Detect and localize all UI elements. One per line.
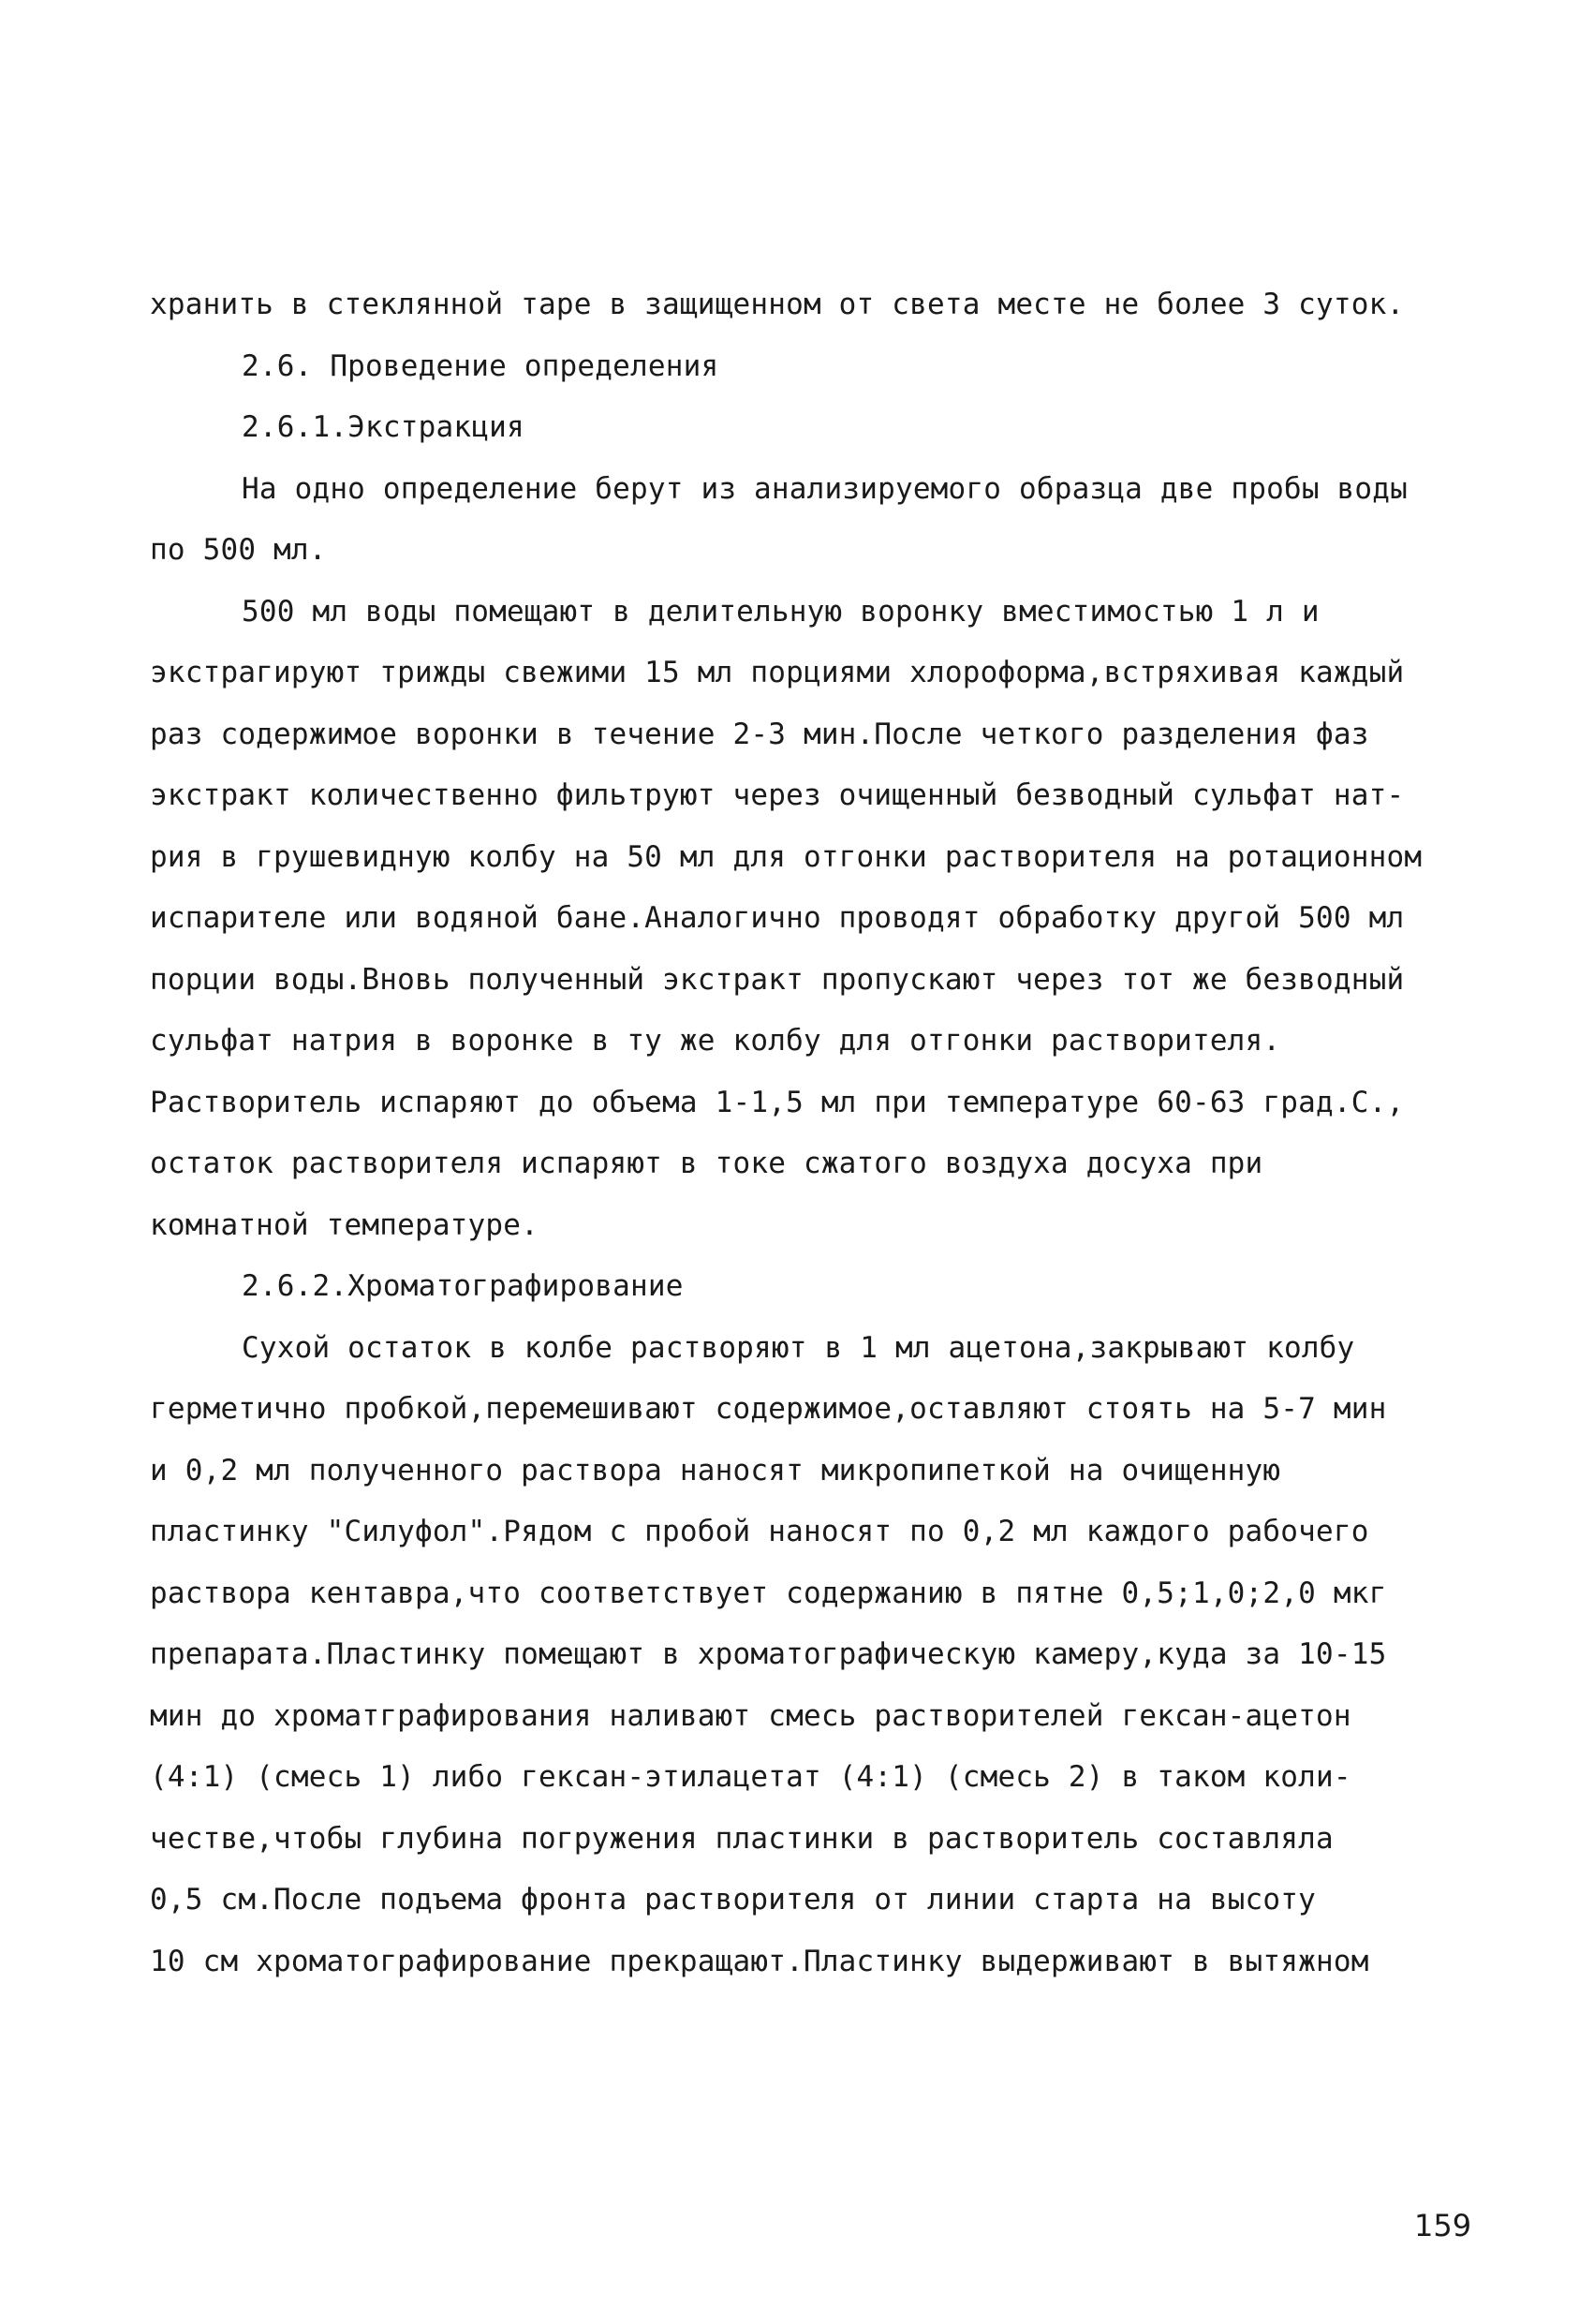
text-line: и 0,2 мл полученного раствора наносят микропипеткой на очищенную <box>150 1454 1281 1488</box>
text-line: 10 см хроматографирование прекращают.Пластинку выдерживают в вытяжном <box>150 1945 1369 1978</box>
text-line: герметично пробкой,перемешивают содержимое,оставляют стоять на 5-7 мин <box>150 1392 1387 1426</box>
text-line: по 500 мл. <box>150 533 327 567</box>
text-line: комнатной температуре. <box>150 1208 539 1242</box>
text-line: мин до хроматграфирования наливают смесь растворителей гексан-ацетон <box>150 1699 1351 1733</box>
text-line: хранить в стеклянной таре в защищенном от света месте не более 3 суток. <box>150 288 1405 321</box>
text-line: раствора кентавра,что соответствует содержанию в пятне 0,5;1,0;2,0 мкг <box>150 1576 1387 1610</box>
text-line: (4:1) (смесь 1) либо гексан-этилацетат (4:1) (смесь 2) в таком коли- <box>150 1760 1351 1794</box>
page-number: 159 <box>1414 2208 1472 2243</box>
text-line: сульфат натрия в воронке в ту же колбу для отгонки растворителя. <box>150 1024 1281 1058</box>
text-line: честве,чтобы глубина погружения пластинки в растворитель составляла <box>150 1822 1334 1856</box>
text-line: Растворитель испаряют до объема 1-1,5 мл при температуре 60-63 град.С., <box>150 1086 1405 1119</box>
text-line: испарителе или водяной бане.Аналогично проводят обработку другой 500 мл <box>150 901 1405 935</box>
text-line: рия в грушевидную колбу на 50 мл для отгонки растворителя на ротационном <box>150 840 1423 874</box>
text-line: раз содержимое воронки в течение 2-3 мин.После четкого разделения фаз <box>150 718 1369 751</box>
text-line: экстракт количественно фильтруют через очищенный безводный сульфат нат- <box>150 778 1405 812</box>
text-line: Сухой остаток в колбе растворяют в 1 мл ацетона,закрывают колбу <box>242 1331 1355 1365</box>
text-line: На одно определение берут из анализируемого образца две пробы воды <box>242 472 1408 506</box>
text-line: порции воды.Вновь полученный экстракт пропускают через тот же безводный <box>150 963 1405 997</box>
subsection-heading: 2.6.2.Хроматографирование <box>242 1269 684 1303</box>
text-line: 0,5 см.После подъема фронта растворителя от линии старта на высоту <box>150 1883 1316 1917</box>
text-line: экстрагируют трижды свежими 15 мл порциями хлороформа,встряхивая каждый <box>150 656 1405 689</box>
text-line: препарата.Пластинку помещают в хроматографическую камеру,куда за 10-15 <box>150 1637 1387 1671</box>
section-heading: 2.6. Проведение определения <box>242 349 719 383</box>
subsection-heading: 2.6.1.Экстракция <box>242 410 524 444</box>
text-line: пластинку "Силуфол".Рядом с пробой наносят по 0,2 мл каждого рабочего <box>150 1515 1369 1548</box>
text-line: остаток растворителя испаряют в токе сжатого воздуха досуха при <box>150 1147 1263 1180</box>
text-line: 500 мл воды помещают в делительную воронку вместимостью 1 л и <box>242 595 1320 629</box>
